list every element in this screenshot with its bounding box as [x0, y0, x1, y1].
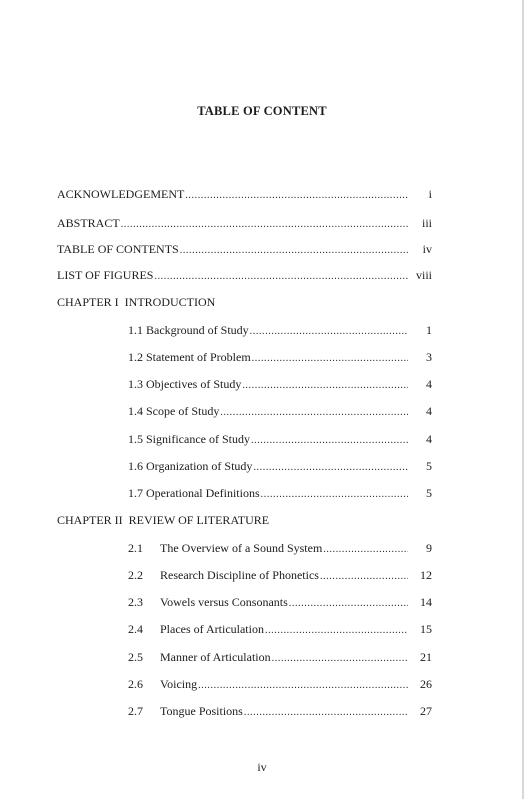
entry-page: 15 [420, 622, 432, 636]
toc-entry-1-1[interactable] [128, 323, 432, 341]
dot-leader [154, 271, 408, 282]
entry-number: 2.5 [128, 650, 143, 664]
dot-leader [323, 544, 408, 555]
entry-label: LIST OF FIGURES [57, 268, 154, 282]
entry-label: 1.7 Operational Definitions [128, 486, 260, 500]
entry-label: ACKNOWLEDGEMENT [57, 187, 185, 201]
toc-entry-2-1[interactable] [128, 541, 432, 559]
dot-leader [265, 625, 408, 636]
toc-entry-1-6[interactable] [128, 459, 432, 477]
dot-leader [251, 435, 408, 446]
entry-page: viii [415, 268, 432, 282]
chapter-number: CHAPTER II [57, 513, 123, 527]
chapter-title: INTRODUCTION [124, 295, 216, 309]
page-number: iv [257, 760, 267, 774]
toc-entry-2-4[interactable] [128, 622, 432, 640]
entry-page: 26 [420, 677, 432, 691]
entry-page: 4 [426, 432, 432, 446]
entry-label: 1.4 Scope of Study [128, 404, 220, 418]
toc-entry-1-2[interactable] [128, 350, 432, 368]
dot-leader [252, 353, 408, 364]
entry-label: TABLE OF CONTENTS [57, 242, 179, 256]
entry-page: 21 [420, 650, 432, 664]
dot-leader [121, 219, 408, 230]
entry-number: 2.4 [128, 622, 143, 636]
toc-entry-list-of-figures[interactable] [57, 268, 432, 286]
entry-number: 2.3 [128, 595, 143, 609]
toc-entry-2-7[interactable] [128, 704, 432, 722]
dot-leader [253, 462, 408, 473]
toc-entry-acknowledgement[interactable] [57, 187, 432, 205]
entry-label: Research Discipline of Phonetics [160, 568, 319, 582]
entry-page: 5 [426, 459, 432, 473]
toc-entry-2-6[interactable] [128, 677, 432, 695]
dot-leader [220, 407, 408, 418]
entry-label: 1.5 Significance of Study [128, 432, 250, 446]
toc-entry-abstract[interactable] [57, 216, 432, 234]
entry-page: 27 [420, 704, 432, 718]
entry-label: Manner of Articulation [160, 650, 271, 664]
toc-entry-1-5[interactable] [128, 432, 432, 450]
toc-entry-1-7[interactable] [128, 486, 432, 504]
toc-entry-2-5[interactable] [128, 650, 432, 668]
toc-entry-2-2[interactable] [128, 568, 432, 586]
dot-leader [185, 190, 408, 201]
entry-page: 3 [426, 350, 432, 364]
entry-number: 2.1 [128, 541, 143, 555]
dot-leader [320, 571, 408, 582]
chapter-number: CHAPTER I [57, 295, 119, 309]
toc-entry-2-3[interactable] [128, 595, 432, 613]
chapter-heading-1[interactable] [57, 295, 215, 310]
dot-leader [244, 707, 408, 718]
entry-number: 2.6 [128, 677, 143, 691]
dot-leader [289, 598, 408, 609]
entry-page: 9 [426, 541, 432, 555]
entry-number: 2.7 [128, 704, 143, 718]
dot-leader [242, 380, 408, 391]
entry-label: 1.2 Statement of Problem [128, 350, 251, 364]
entry-page: 1 [426, 323, 432, 337]
entry-page: 4 [426, 377, 432, 391]
entry-page: iv [422, 242, 432, 256]
dot-leader [250, 326, 408, 337]
toc-entry-1-3[interactable] [128, 377, 432, 395]
entry-label: 1.1 Background of Study [128, 323, 249, 337]
dot-leader [272, 653, 408, 664]
entry-label: Voicing [160, 677, 198, 691]
chapter-title: REVIEW OF LITERATURE [128, 513, 270, 527]
dot-leader [180, 245, 408, 256]
entry-label: Tongue Positions [160, 704, 243, 718]
entry-page: 4 [426, 404, 432, 418]
entry-label: ABSTRACT [57, 216, 120, 230]
entry-page: 14 [420, 595, 432, 609]
dot-leader [261, 489, 408, 500]
entry-page: i [428, 187, 432, 201]
entry-label: Places of Articulation [160, 622, 264, 636]
chapter-heading-2[interactable] [57, 513, 269, 528]
entry-page: 5 [426, 486, 432, 500]
entry-label: Vowels versus Consonants [160, 595, 288, 609]
toc-entry-1-4[interactable] [128, 404, 432, 422]
entry-number: 2.2 [128, 568, 143, 582]
entry-label: 1.6 Organization of Study [128, 459, 253, 473]
dot-leader [198, 680, 408, 691]
entry-page: iii [421, 216, 432, 230]
toc-entry-table-of-contents[interactable] [57, 242, 432, 260]
entry-page: 12 [420, 568, 432, 582]
entry-label: 1.3 Objectives of Study [128, 377, 242, 391]
entry-label: The Overview of a Sound System [160, 541, 323, 555]
page-title: TABLE OF CONTENT [197, 104, 327, 118]
